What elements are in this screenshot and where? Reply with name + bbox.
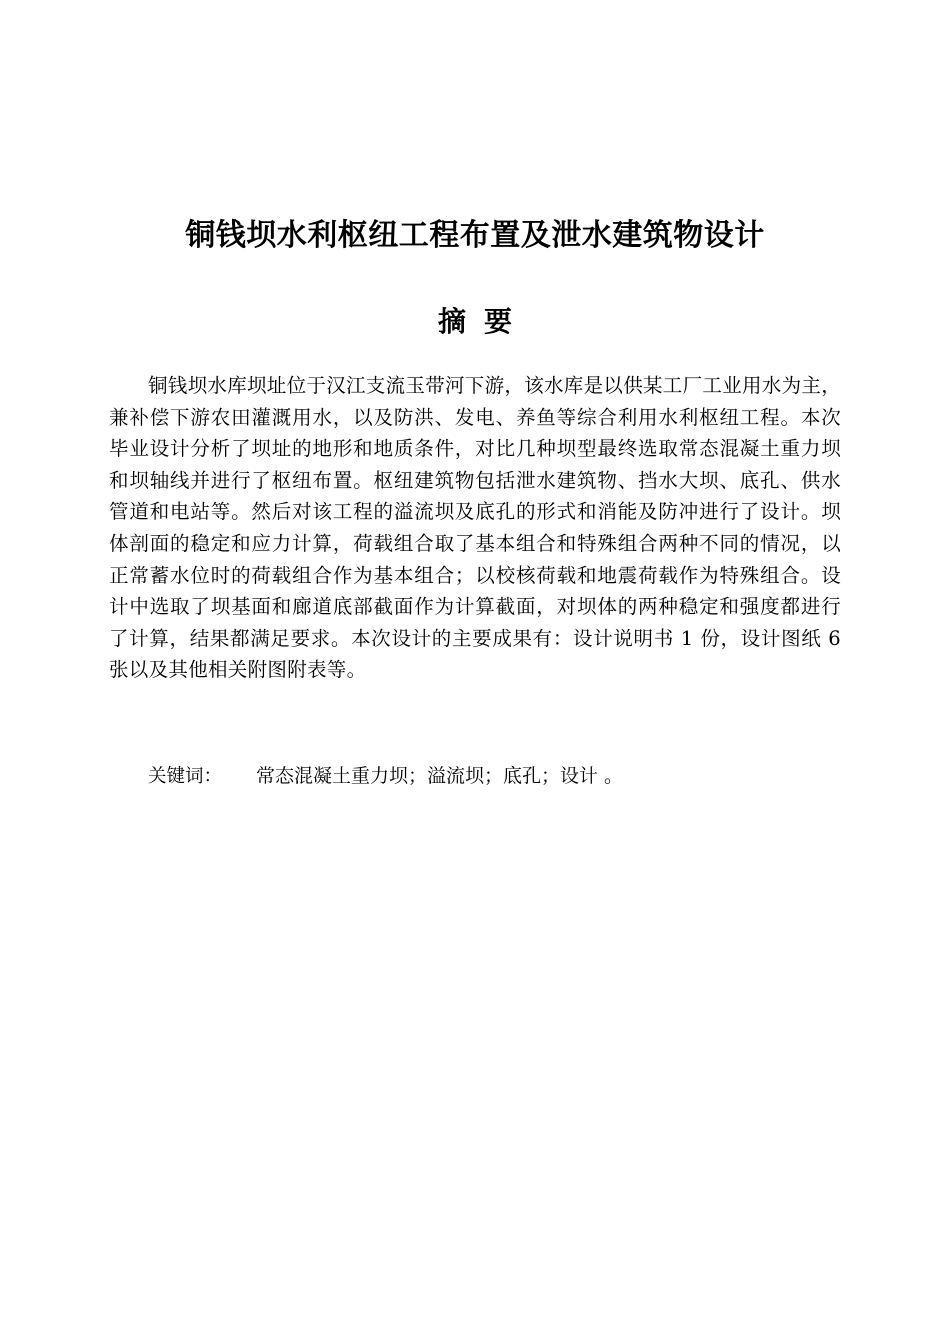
abstract-heading	[0, 302, 950, 342]
abstract-heading-char-2: 要	[484, 305, 513, 338]
keywords-line	[148, 762, 623, 791]
keywords-label: 关键词：	[148, 766, 223, 787]
document-title: 铜钱坝水利枢纽工程布置及泄水建筑物设计	[185, 218, 765, 253]
abstract-body: 铜钱坝水库坝址位于汉江支流玉带河下游，该水库是以供某工厂工业用水为主，兼补偿下游农田灌溉用水，以及防洪、发电、养鱼等综合利用水利枢纽工程。本次毕业设计分析了坝址的地形和地质条件，对比几种坝型最终选取常态混凝土重力坝和坝轴线并进行了枢纽布置。枢纽建筑物包括泄水建筑物、挡水大坝、底孔、供水管道和电站等。然后对该工程的溢流坝及底孔的形式和消能及防冲进行了设计。坝体剖面的稳定和应力计算，荷载组合取了基本组合和特殊组合两种不同的情况，以正常蓄水位时的荷载组合作为基本组合；以校核荷载和地震荷载作为特殊组合。设计中选取了坝基面和廊道底部截面作为计算截面，对坝体的两种稳定和强度都进行了计算，结果都满足要求。本次设计的主要成果有：设计说明书 1 份，设计图纸 6 张以及其他相关附图附表等。	[109, 374, 842, 682]
keywords-values: 常态混凝土重力坝；溢流坝；底孔；设计 。	[256, 765, 624, 787]
abstract-heading-char-1: 摘	[437, 305, 466, 338]
